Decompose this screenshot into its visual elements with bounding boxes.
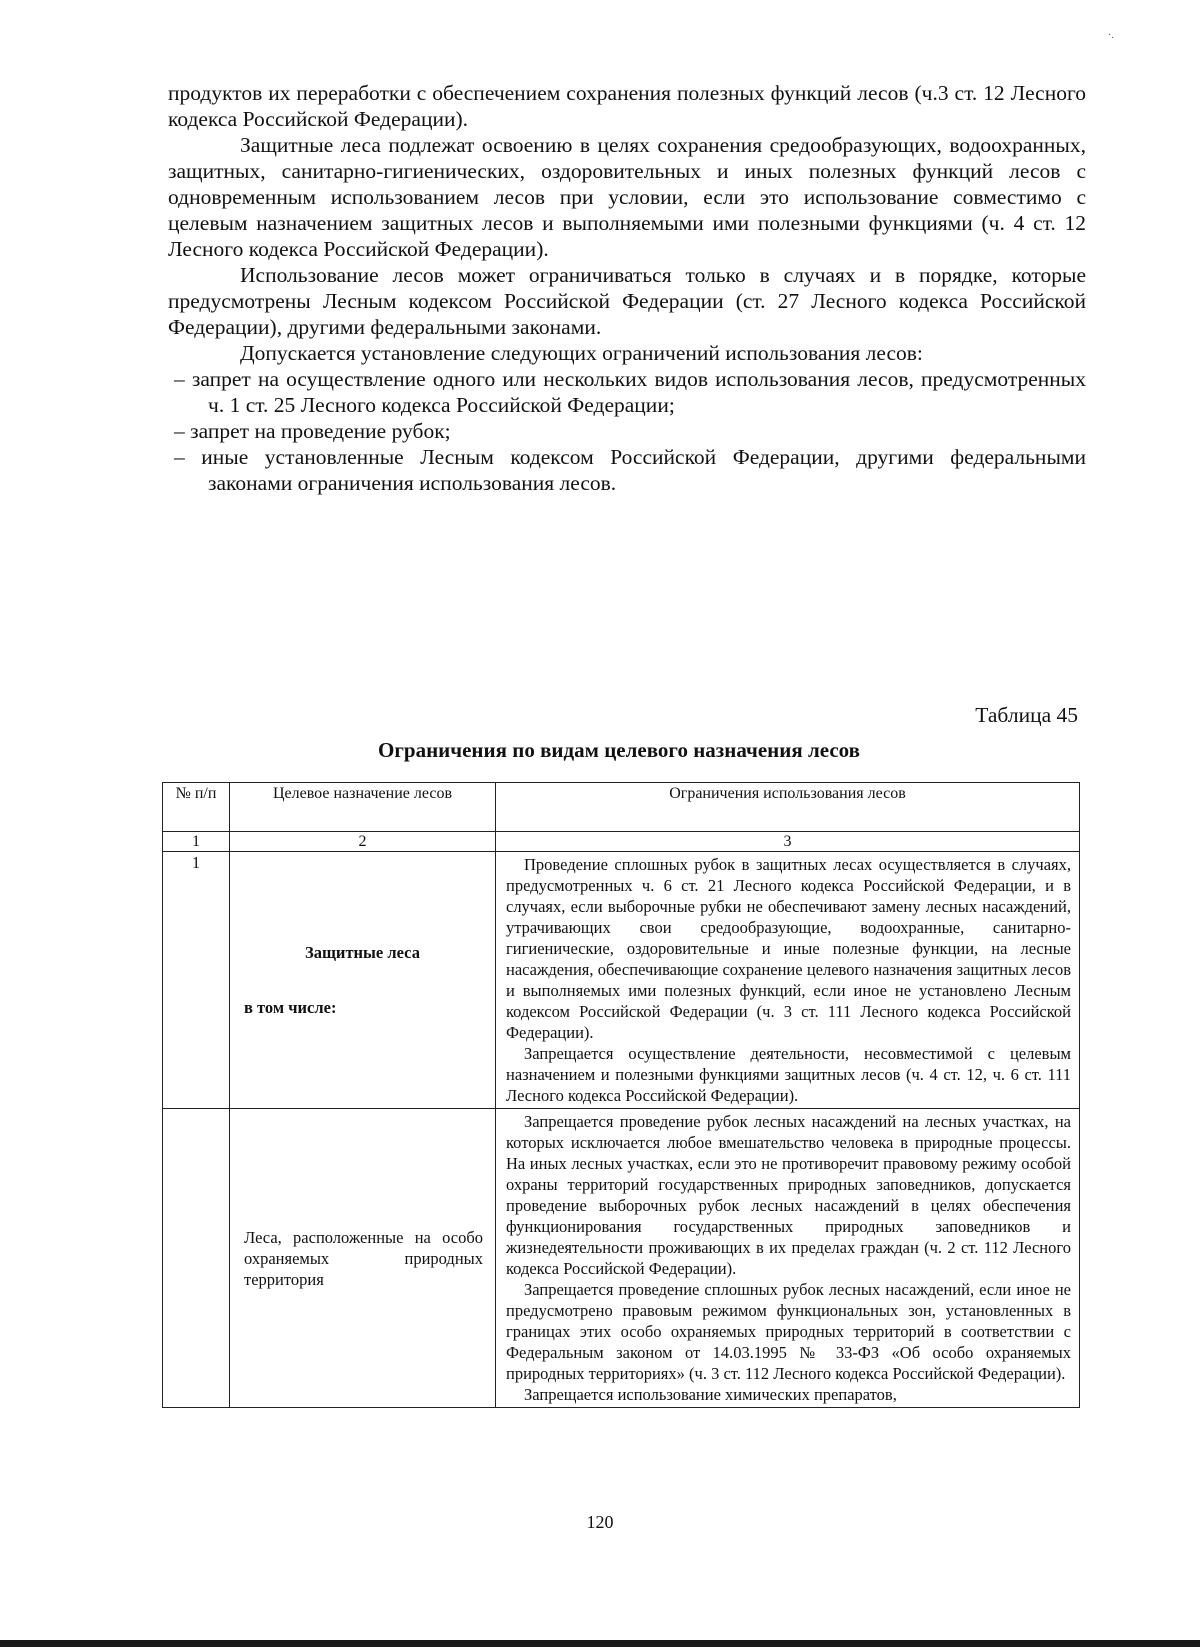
purpose-cell (230, 852, 496, 1109)
header-purpose: Целевое назначение лесов (230, 783, 496, 832)
column-number-2: 2 (230, 832, 496, 852)
restriction-text: Проведение сплошных рубок в защитных лесах осуществляется в случаях, предусмотренных ч. 6 ст. 21 Лесного кодекса Российской Федерации, и в случаях, если выборочные рубки не обеспечивают замену лесных насаждений, утрачивающих свои средообразующие, водоохранные, санитарно-гигиенические, оздоровительные и иные полезные функции, на лесные насаждения, обеспечивающие сохранение целевого назначения защитных лесов и выполняемых ими полезных функций, если иное не установлено Лесным кодексом Российской Федерации (ч. 3 ст. 111 Лесного кодекса Российской Федерации). (506, 855, 1071, 1042)
category-title: Леса, расположенные на особо охраняемых природных территория (244, 1227, 483, 1289)
restriction-item-3: – иные установленные Лесным кодексом Российской Федерации, другими федеральными законами ограничения использования лесов. (174, 445, 1086, 495)
restrictions-cell (496, 852, 1080, 1109)
row-number (163, 1109, 230, 1408)
header-number: № п/п (163, 783, 230, 832)
table-column-numbers-row (163, 832, 1080, 852)
restriction-text: Запрещается использование химических препаратов, (524, 1385, 897, 1404)
restrictions-cell (496, 1109, 1080, 1408)
column-number-3: 3 (496, 832, 1080, 852)
table-title: Ограничения по видам целевого назначения лесов (378, 738, 860, 762)
intro-paragraph-2: Защитные леса подлежат освоению в целях сохранения средообразующих, водоохранных, защитных, санитарно-гигиенических, оздоровительных и иных полезных функций лесов с одновременным использованием лесов при условии, если это использование совместимо с целевым назначением защитных лесов и выполняемыми ими полезными функциями (ч. 4 ст. 12 Лесного кодекса Российской Федерации). (168, 133, 1086, 261)
page-number: 120 (586, 1512, 614, 1532)
header-restrictions: Ограничения использования лесов (496, 783, 1080, 832)
table-label: Таблица 45 (975, 703, 1078, 727)
restriction-text: Запрещается проведение рубок лесных насаждений на лесных участках, на которых исключается любое вмешательство человека в природные процессы. На иных лесных участках, если это не противоречит правовому режиму особой охраны территорий государственных природных заповедников, допускается проведение выборочных рубок лесных насаждений в целях обеспечения функционирования государственных природных заповедников и жизнедеятельности проживающих в их пределах граждан (ч. 2 ст. 112 Лесного кодекса Российской Федерации). (506, 1112, 1071, 1278)
restriction-item-1: – запрет на осуществление одного или нескольких видов использования лесов, предусмотренных ч. 1 ст. 25 Лесного кодекса Российской Федерации; (174, 367, 1086, 417)
restriction-text: Запрещается осуществление деятельности, несовместимой с целевым назначением и полезными функциями защитных лесов (ч. 4 ст. 12, ч. 6 ст. 111 Лесного кодекса Российской Федерации). (506, 1044, 1071, 1105)
scan-speck: ·. (1108, 30, 1114, 41)
intro-paragraph-3: Использование лесов может ограничиваться только в случаях и в порядке, которые предусмотрены Лесным кодексом Российской Федерации (ст. 27 Лесного кодекса Российской Федерации), другими федеральными законами. (168, 263, 1086, 339)
restriction-text: Запрещается проведение сплошных рубок лесных насаждений, если иное не предусмотрено правовым режимом функциональных зон, установленных в границах этих особо охраняемых природных территорий в соответствии с Федеральным законом от 14.03.1995 № 33-ФЗ «Об особо охраняемых природных территориях» (ч. 3 ст. 112 Лесного кодекса Российской Федерации). (506, 1280, 1071, 1383)
restriction-item-2: – запрет на проведение рубок; (174, 419, 451, 443)
intro-text (168, 80, 1086, 496)
scan-bottom-edge (0, 1640, 1200, 1647)
restrictions-table (162, 782, 1080, 1408)
intro-paragraph-4: Допускается установление следующих ограничений использования лесов: (240, 341, 923, 365)
table-header-row (163, 783, 1080, 832)
table-row (163, 1109, 1080, 1408)
category-subtitle: в том числе: (244, 998, 337, 1017)
column-number-1: 1 (163, 832, 230, 852)
table-row (163, 852, 1080, 1109)
purpose-cell (230, 1109, 496, 1408)
intro-paragraph-1: продуктов их переработки с обеспечением сохранения полезных функций лесов (ч.3 ст. 12 Лесного кодекса Российской Федерации). (168, 81, 1086, 131)
category-title: Защитные леса (305, 943, 420, 962)
row-number: 1 (163, 852, 230, 1109)
